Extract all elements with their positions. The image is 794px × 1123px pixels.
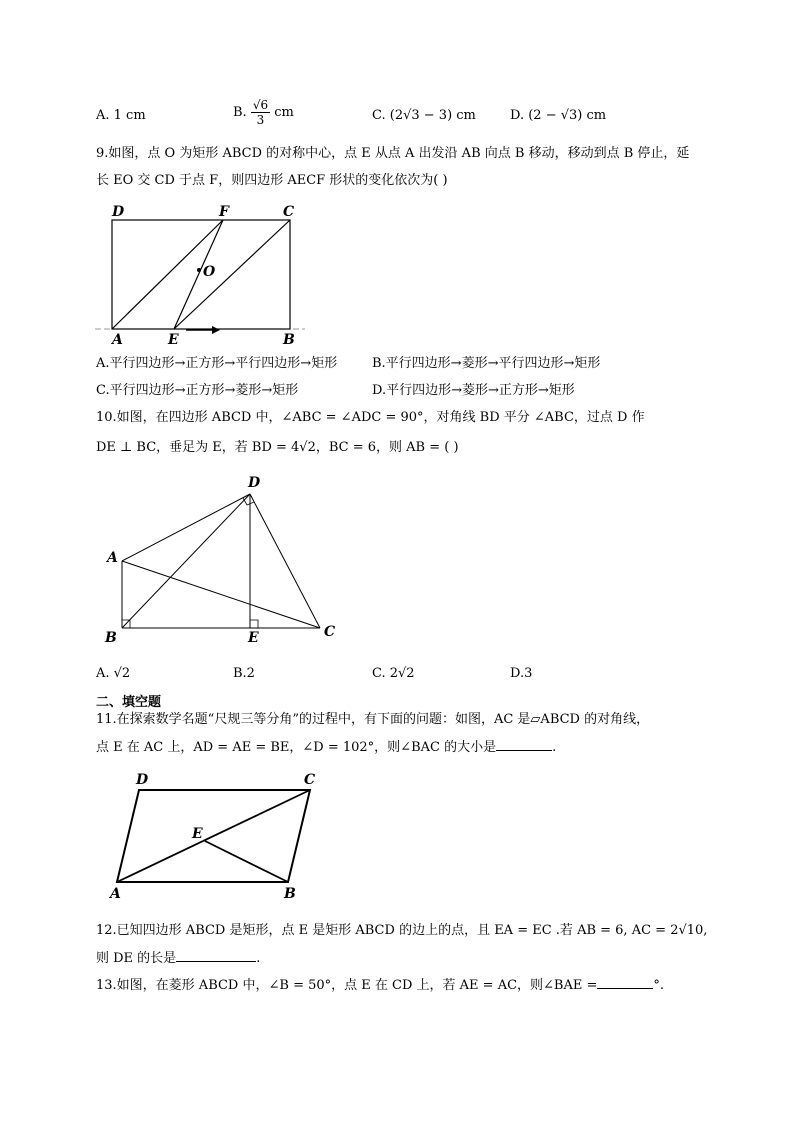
q10-option-d: D.3 [510, 666, 533, 681]
q13-text-line1 [96, 976, 664, 995]
q9-label-a: A [112, 332, 123, 348]
q8-option-b-numerator: √6 [252, 98, 269, 112]
q11-segment-be [205, 841, 288, 882]
q8-option-b-prefix: B. [233, 105, 247, 120]
q12-text-line2 [96, 949, 260, 968]
q11-text-line2 [96, 738, 556, 757]
q9-point-o [197, 268, 201, 272]
q10-right-angle-e [250, 620, 258, 628]
q10-label-a: A [107, 550, 118, 566]
q8-option-c: C. (2√3 − 3) cm [372, 108, 476, 123]
q10-option-c: C. 2√2 [372, 666, 415, 681]
q9-segment-ec [174, 220, 290, 329]
q12-text-line2-end: . [256, 951, 261, 966]
q10-option-a: A. √2 [96, 666, 131, 681]
q13-answer-blank[interactable] [597, 976, 653, 989]
q10-option-b: B.2 [233, 666, 255, 681]
q9-rectangle-abcd [112, 220, 290, 329]
q11-label-d: D [136, 772, 149, 788]
q9-option-b: B.平行四边形→菱形→平行四边形→矩形 [372, 356, 601, 371]
q10-figure [100, 472, 345, 647]
q10-text-line2: DE ⊥ BC，垂足为 E，若 BD = 4√2，BC = 6，则 AB = ( ) [96, 440, 459, 455]
q11-label-e: E [192, 826, 203, 842]
q10-label-c: C [324, 624, 336, 640]
q9-label-d: D [112, 204, 125, 220]
q8-option-d: D. (2 − √3) cm [510, 108, 607, 123]
q8-option-b [233, 98, 294, 127]
q11-figure [100, 765, 340, 910]
q9-option-d: D.平行四边形→菱形→正方形→矩形 [372, 383, 575, 398]
q9-label-b: B [283, 332, 295, 348]
q10-text-line1: 10.如图，在四边形 ABCD 中，∠ABC = ∠ADC = 90°，对角线 BD 平分 ∠ABC，过点 D 作 [96, 410, 645, 425]
q11-text-line1: 11.在探索数学名题“尺规三等分角”的过程中，有下面的问题：如图，AC 是▱ABCD 的对角线， [96, 712, 650, 727]
q9-option-c: C.平行四边形→正方形→菱形→矩形 [96, 383, 299, 398]
q11-answer-blank[interactable] [496, 738, 552, 751]
q11-label-c: C [304, 772, 316, 788]
q12-text-line2-body: 则 DE 的长是 [96, 951, 177, 966]
q11-label-a: A [110, 886, 121, 902]
q13-text-line1-body: 13.如图，在菱形 ABCD 中，∠B = 50°，点 E 在 CD 上，若 AE = AC，则∠BAE = [96, 978, 598, 993]
q8-option-b-denominator: 3 [256, 113, 265, 127]
q9-label-e: E [168, 332, 179, 348]
q8-option-a: A. 1 cm [96, 108, 146, 123]
q10-diagonal-bd [122, 494, 250, 628]
q9-text-line1: 9.如图，点 O 为矩形 ABCD 的对称中心，点 E 从点 A 出发沿 AB 向点 B 移动，移动到点 B 停止，延 [96, 146, 690, 161]
q10-label-d: D [248, 475, 261, 491]
q9-label-c: C [283, 204, 295, 220]
q13-text-line1-end: °. [653, 978, 665, 993]
q10-segment-ad [122, 494, 250, 561]
q9-arrow-icon [212, 326, 220, 334]
q9-label-f: F [219, 204, 229, 220]
q9-option-a: A.平行四边形→正方形→平行四边形→矩形 [96, 356, 338, 371]
q10-label-b: B [105, 630, 117, 646]
q11-diagonal-ac [117, 790, 310, 882]
q12-answer-blank[interactable] [176, 949, 256, 962]
q11-label-b: B [284, 886, 296, 902]
q9-text-line2: 长 EO 交 CD 于点 F，则四边形 AECF 形状的变化依次为( ) [96, 173, 448, 188]
q12-text-line1: 12.已知四边形 ABCD 是矩形，点 E 是矩形 ABCD 的边上的点，且 EA = EC .若 AB = 6, AC = 2√10, [96, 923, 708, 938]
q8-option-b-fraction [251, 98, 270, 127]
q11-text-line2-end: . [552, 740, 557, 755]
q9-segment-ef [174, 220, 223, 329]
q9-figure [90, 198, 320, 350]
q10-label-e: E [248, 630, 259, 646]
section-title: 二、填空题 [96, 695, 162, 710]
q9-label-o: O [203, 264, 216, 280]
q11-text-line2-body: 点 E 在 AC 上，AD = AE = BE，∠D = 102°，则∠BAC 的大小是 [96, 740, 497, 755]
q8-option-b-unit: cm [274, 105, 294, 120]
